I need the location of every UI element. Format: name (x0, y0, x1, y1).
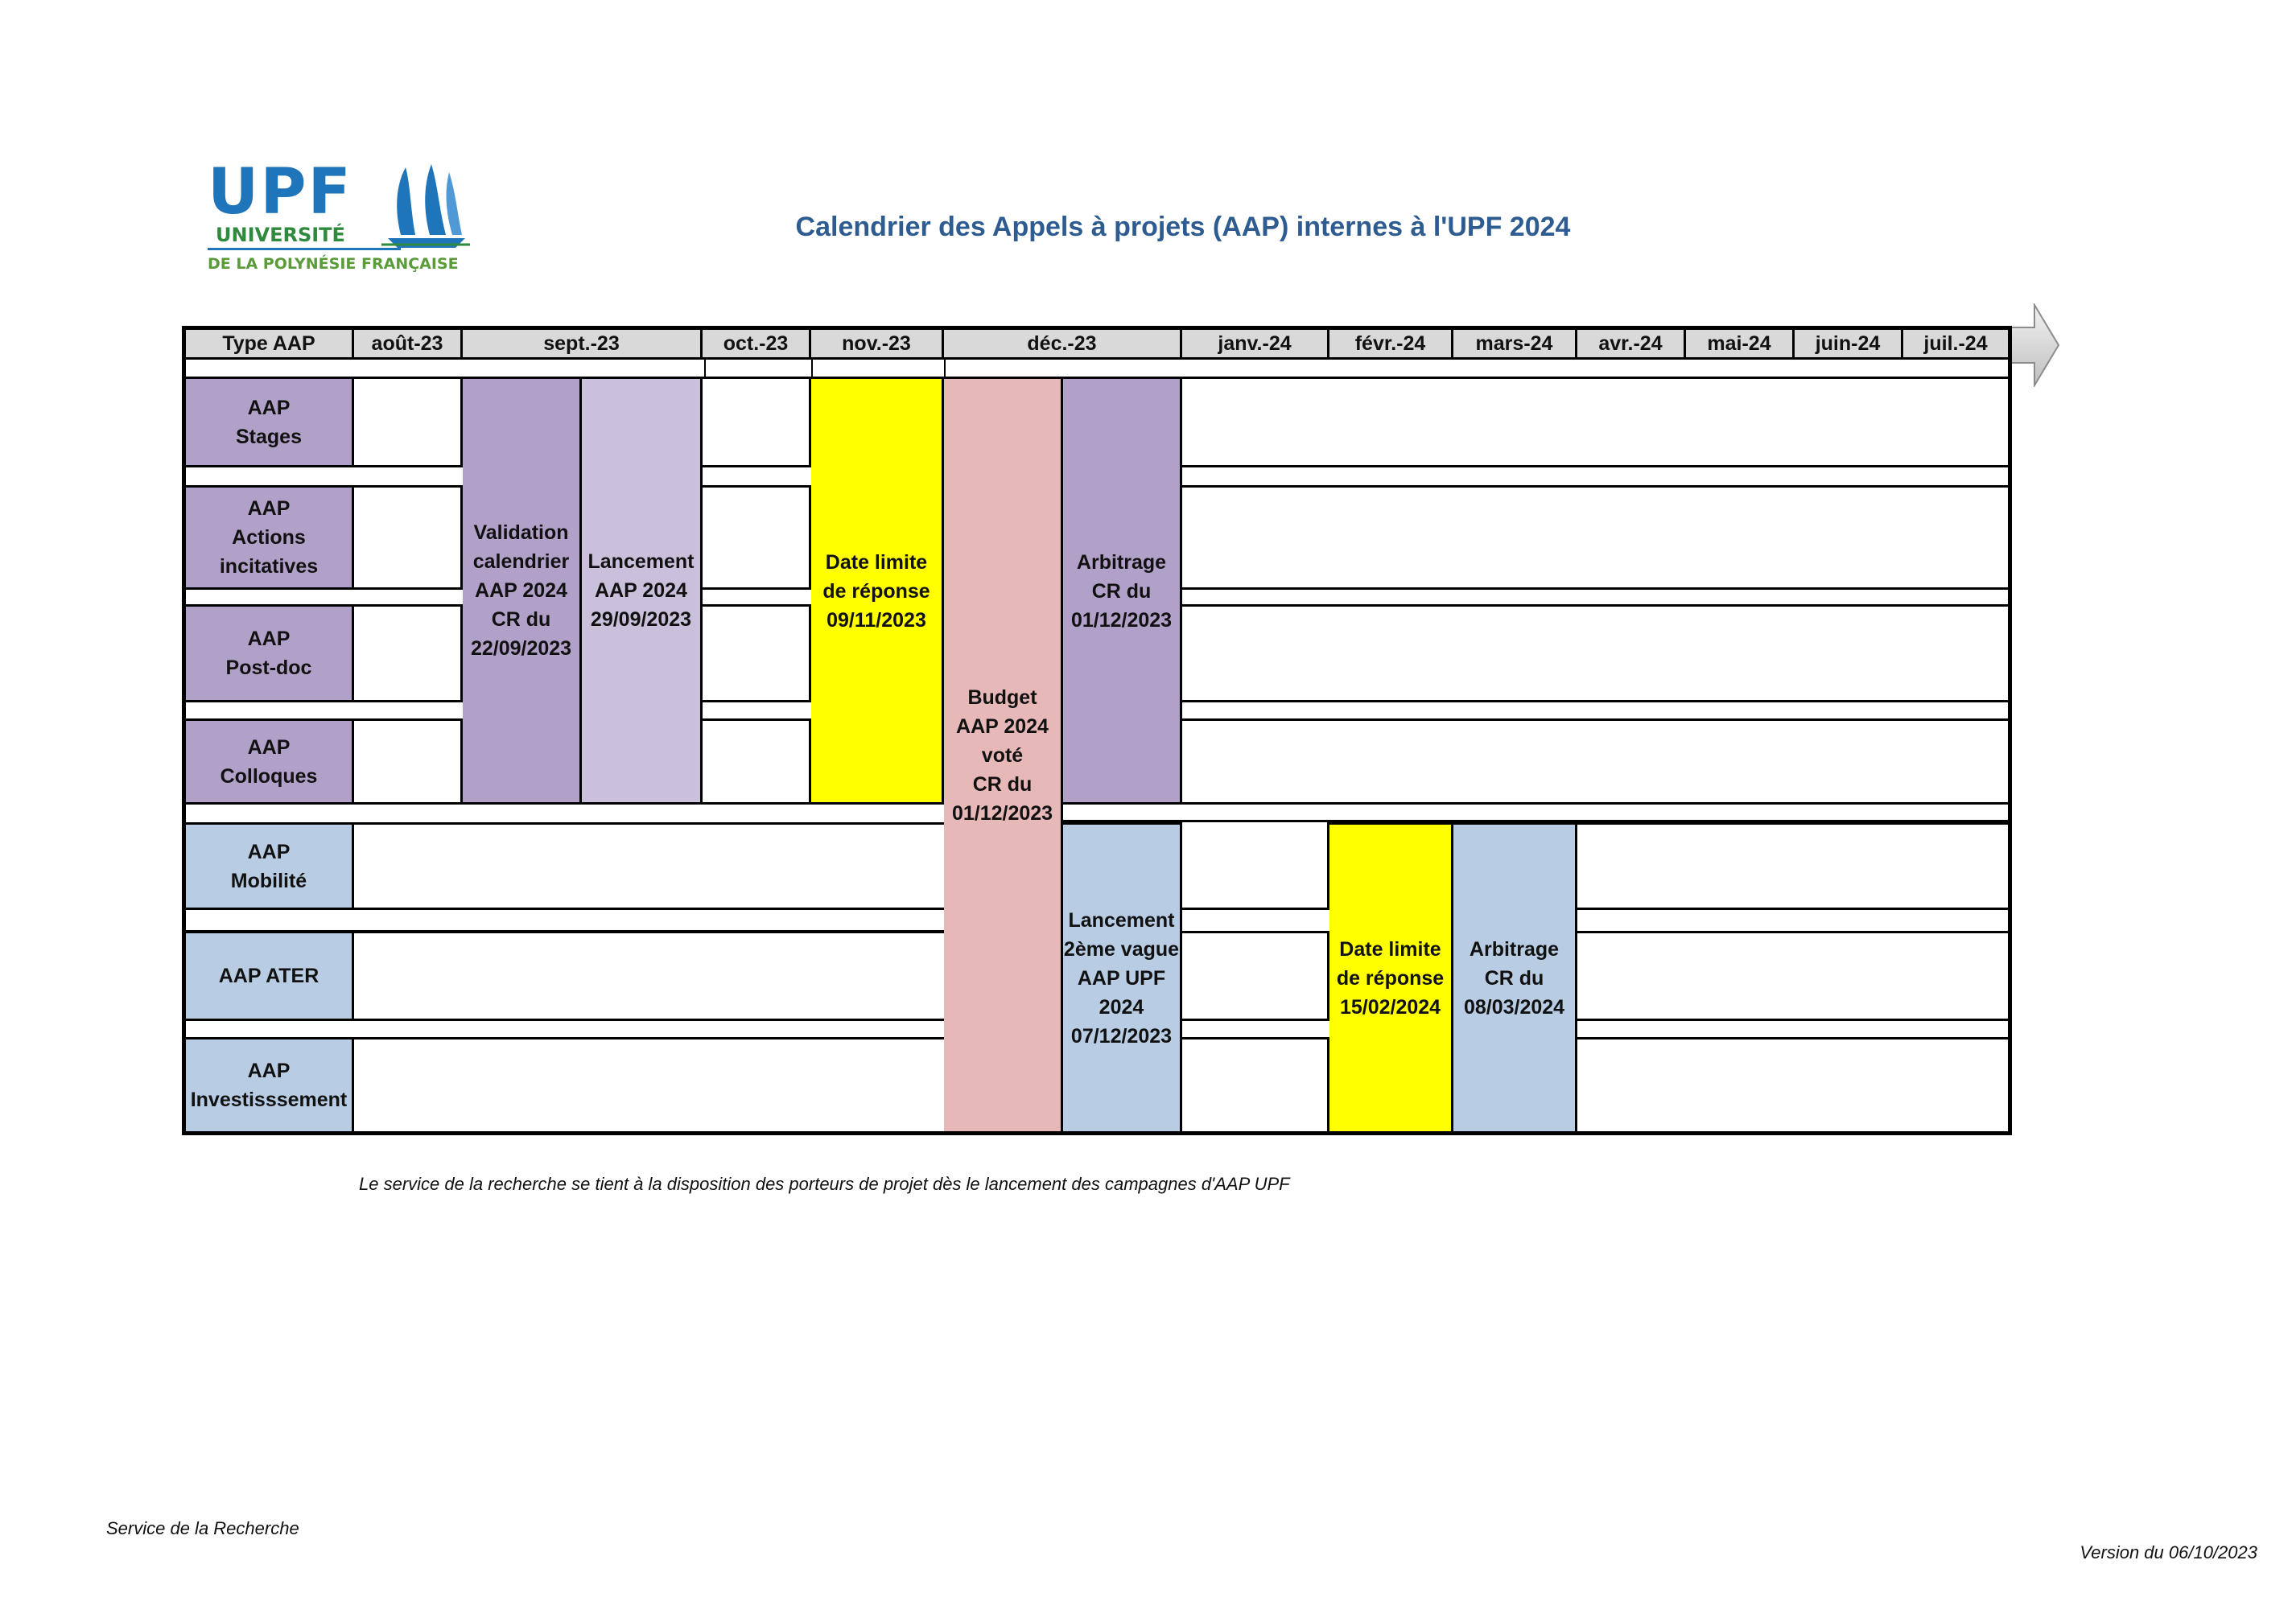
empty-cell (1182, 822, 1329, 910)
empty-cell (1182, 604, 2008, 702)
header-month: févr.-24 (1329, 330, 1453, 360)
grid-line (944, 360, 946, 379)
row-label-mobilite: AAP Mobilité (186, 822, 354, 910)
empty-cell (354, 718, 463, 802)
block-separator (186, 802, 944, 822)
header-type: Type AAP (186, 330, 354, 360)
header-month: avr.-24 (1577, 330, 1686, 360)
empty-cell (354, 485, 463, 590)
logo-university-label: UNIVERSITÉ (216, 224, 345, 246)
row-label-ater: AAP ATER (186, 931, 354, 1021)
empty-cell (1182, 1037, 1329, 1131)
row-label-post-doc: AAP Post-doc (186, 604, 354, 702)
header-month: janv.-24 (1182, 330, 1329, 360)
empty-cell (703, 379, 811, 467)
row-label-investissement: AAP Investisssement (186, 1037, 354, 1131)
logo-subtitle: DE LA POLYNÉSIE FRANÇAISE (208, 255, 459, 273)
event-lancement-aap: Lancement AAP 2024 29/09/2023 (582, 379, 703, 802)
header-month: sept.-23 (463, 330, 703, 360)
header-month: juin-24 (1795, 330, 1903, 360)
event-arbitrage-1: Arbitrage CR du 01/12/2023 (1063, 379, 1182, 802)
logo-divider (208, 248, 401, 250)
event-date-limite-1: Date limite de réponse 09/11/2023 (811, 379, 944, 802)
footer-version: Version du 06/10/2023 (2080, 1542, 2257, 1562)
empty-cell (1182, 718, 2008, 802)
empty-cell (703, 485, 811, 590)
row-label-stages: AAP Stages (186, 379, 354, 467)
event-date-limite-2: Date limite de réponse 15/02/2024 (1329, 822, 1453, 1131)
header-month: déc.-23 (944, 330, 1182, 360)
upf-logo (208, 156, 465, 282)
page-title: Calendrier des Appels à projets (AAP) internes à l'UPF 2024 (795, 212, 1571, 242)
arrow-right-icon (2009, 303, 2060, 387)
sailboat-icon (381, 161, 470, 251)
empty-cell (354, 931, 944, 1021)
grid-line (811, 360, 813, 379)
event-budget-vote: Budget AAP 2024 voté CR du 01/12/2023 (944, 379, 1063, 1131)
empty-cell (1182, 379, 2008, 467)
row-label-colloques: AAP Colloques (186, 718, 354, 802)
empty-cell (1182, 485, 2008, 590)
header-month: oct.-23 (703, 330, 811, 360)
header-month: nov.-23 (811, 330, 944, 360)
empty-cell (1577, 931, 2008, 1021)
header-spacer (186, 360, 2008, 379)
aap-calendar (182, 326, 2017, 1138)
empty-cell (703, 718, 811, 802)
empty-cell (354, 379, 463, 467)
row-spacer (186, 910, 944, 931)
empty-cell (703, 604, 811, 702)
note-text: Le service de la recherche se tient à la disposition des porteurs de projet dès le lancement des campagnes d'AAP UPF (359, 1174, 1290, 1194)
empty-cell (1577, 1037, 2008, 1131)
empty-cell (354, 604, 463, 702)
footer-service: Service de la Recherche (106, 1518, 299, 1538)
event-lancement-2eme-vague: Lancement 2ème vague AAP UPF 2024 07/12/2023 (1063, 822, 1182, 1131)
empty-cell (1182, 931, 1329, 1021)
header-month: août-23 (354, 330, 463, 360)
empty-cell (354, 822, 944, 910)
header-month: mai-24 (1686, 330, 1795, 360)
logo-wordmark: UPF (208, 156, 352, 228)
empty-cell (354, 1037, 944, 1131)
grid-line (704, 360, 706, 379)
header-month: juil.-24 (1903, 330, 2008, 360)
row-label-actions-incitatives: AAP Actions incitatives (186, 485, 354, 590)
header-month: mars-24 (1453, 330, 1577, 360)
event-validation-calendrier: Validation calendrier AAP 2024 CR du 22/09/2023 (463, 379, 582, 802)
row-spacer (186, 1021, 944, 1037)
block-separator (1063, 802, 2008, 822)
event-arbitrage-2: Arbitrage CR du 08/03/2024 (1453, 822, 1577, 1131)
empty-cell (1577, 822, 2008, 910)
